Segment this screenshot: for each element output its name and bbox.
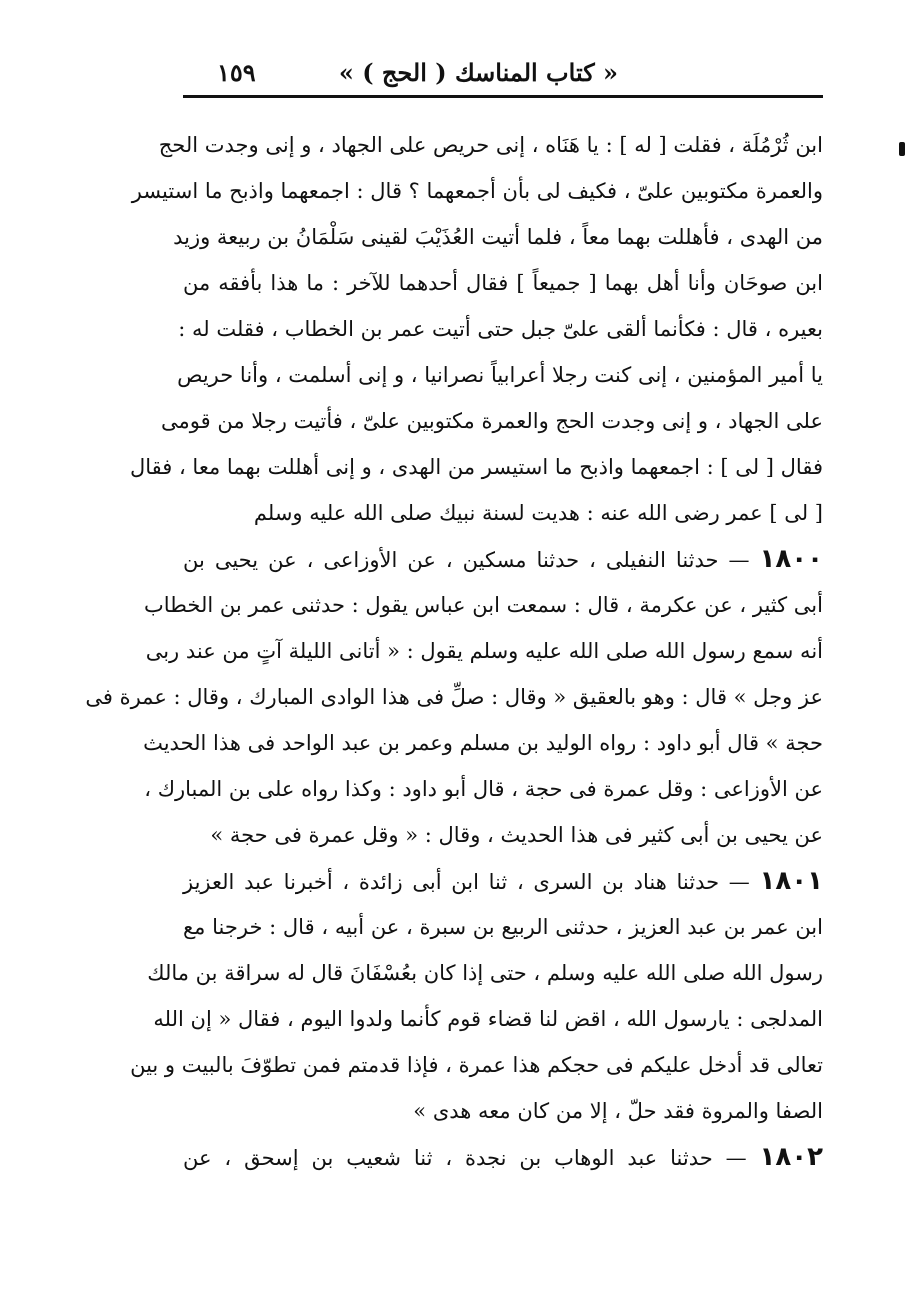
text-line: حجة » قال أبو داود : رواه الوليد بن مسلم وعمر بن عبد الواحد فى هذا الحديث [143, 731, 823, 755]
hadith-number: ١٨٠١ [759, 866, 823, 896]
hadith-first-line [183, 536, 823, 582]
text-line: بعيره ، قال : فكأنما ألقى علىّ جبل حتى أتيت عمر بن الخطاب ، فقلت له : [178, 317, 823, 341]
text-line: والعمرة مكتوبين علىّ ، فكيف لى بأن أجمعهما ؟ قال : اجمعهما واذبح ما استيسر [131, 179, 823, 203]
hadith-first-line [183, 858, 823, 904]
hadith-number: ١٨٠٠ [759, 544, 823, 574]
text-line: ابن صوحَان وأنا أهل بهما [ جميعاً ] فقال أحدهما للآخر : ما هذا بأفقه من [183, 271, 823, 295]
hadith-first-line-text: — حدثنا النفيلى ، حدثنا مسكين ، عن الأوزاعى ، عن يحيى بن [183, 548, 760, 572]
text-line: تعالى قد أدخل عليكم فى حجكم هذا عمرة ، فإذا قدمتم فمن تطوّفَ بالبيت و بين [130, 1053, 823, 1077]
hadith-number: ١٨٠٢ [759, 1142, 823, 1172]
text-line: عن الأوزاعى : وقل عمرة فى حجة ، قال أبو داود : وكذا رواه على بن المبارك ، [144, 777, 823, 801]
text-line: رسول الله صلى الله عليه وسلم ، حتى إذا كان بعُسْفَانَ قال له سراقة بن مالك [147, 961, 823, 985]
text-line: أنه سمع رسول الله صلى الله عليه وسلم يقول : « أتانى الليلة آتٍ من عند ربى [145, 639, 823, 663]
page-header [183, 52, 823, 92]
text-line: عز وجل » قال : وهو بالعقيق « وقال : صلِّ فى هذا الوادى المبارك ، وقال : عمرة فى [85, 685, 823, 709]
hadith-first-line [183, 1134, 823, 1180]
text-line: على الجهاد ، و إنى وجدت الحج والعمرة مكتوبين علىّ ، فأتيت رجلا من قومى [161, 409, 823, 433]
text-line: الصفا والمروة فقد حلّ ، إلا من كان معه هدى » [413, 1099, 823, 1123]
page-number: ١٥٩ [217, 58, 256, 87]
margin-mark [899, 142, 905, 156]
text-line: عن يحيى بن أبى كثير فى هذا الحديث ، وقال : « وقل عمرة فى حجة » [210, 823, 823, 847]
text-line: ابن ثُرْمُلَة ، فقلت [ له ] : يا هَنَاه ، إنى حريص على الجهاد ، و إنى وجدت الحج [158, 133, 823, 157]
text-line: [ لى ] عمر رضى الله عنه : هديت لسنة نبيك صلى الله عليه وسلم [253, 501, 823, 525]
text-line: يا أمير المؤمنين ، إنى كنت رجلا أعرابياً نصرانيا ، و إنى أسلمت ، وأنا حريص [177, 363, 823, 387]
text-line: المدلجى : يارسول الله ، اقض لنا قضاء قوم كأنما ولدوا اليوم ، فقال « إن الله [153, 1007, 823, 1031]
text-line: من الهدى ، فأهللت بهما معاً ، فلما أتيت العُذَيْبَ لقينى سَلْمَانُ بن ربيعة وزيد [173, 225, 823, 249]
hadith-first-line-text: — حدثنا هناد بن السرى ، ثنا ابن أبى زائدة ، أخبرنا عبد العزيز [183, 870, 760, 894]
hadith-first-line-text: — حدثنا عبد الوهاب بن نجدة ، ثنا شعيب بن إسحق ، عن [183, 1146, 760, 1170]
text-line: أبى كثير ، عن عكرمة ، قال : سمعت ابن عباس يقول : حدثنى عمر بن الخطاب [144, 593, 823, 617]
book-title: « كتاب المناسك ( الحج ) » [338, 58, 618, 87]
body-text [85, 122, 823, 1180]
text-line: ابن عمر بن عبد العزيز ، حدثنى الربيع بن سبرة ، عن أبيه ، قال : خرجنا مع [183, 915, 823, 939]
text-line: فقال [ لى ] : اجمعهما واذبح ما استيسر من الهدى ، و إنى أهللت بهما معا ، فقال [129, 455, 823, 479]
header-rule [183, 95, 823, 98]
